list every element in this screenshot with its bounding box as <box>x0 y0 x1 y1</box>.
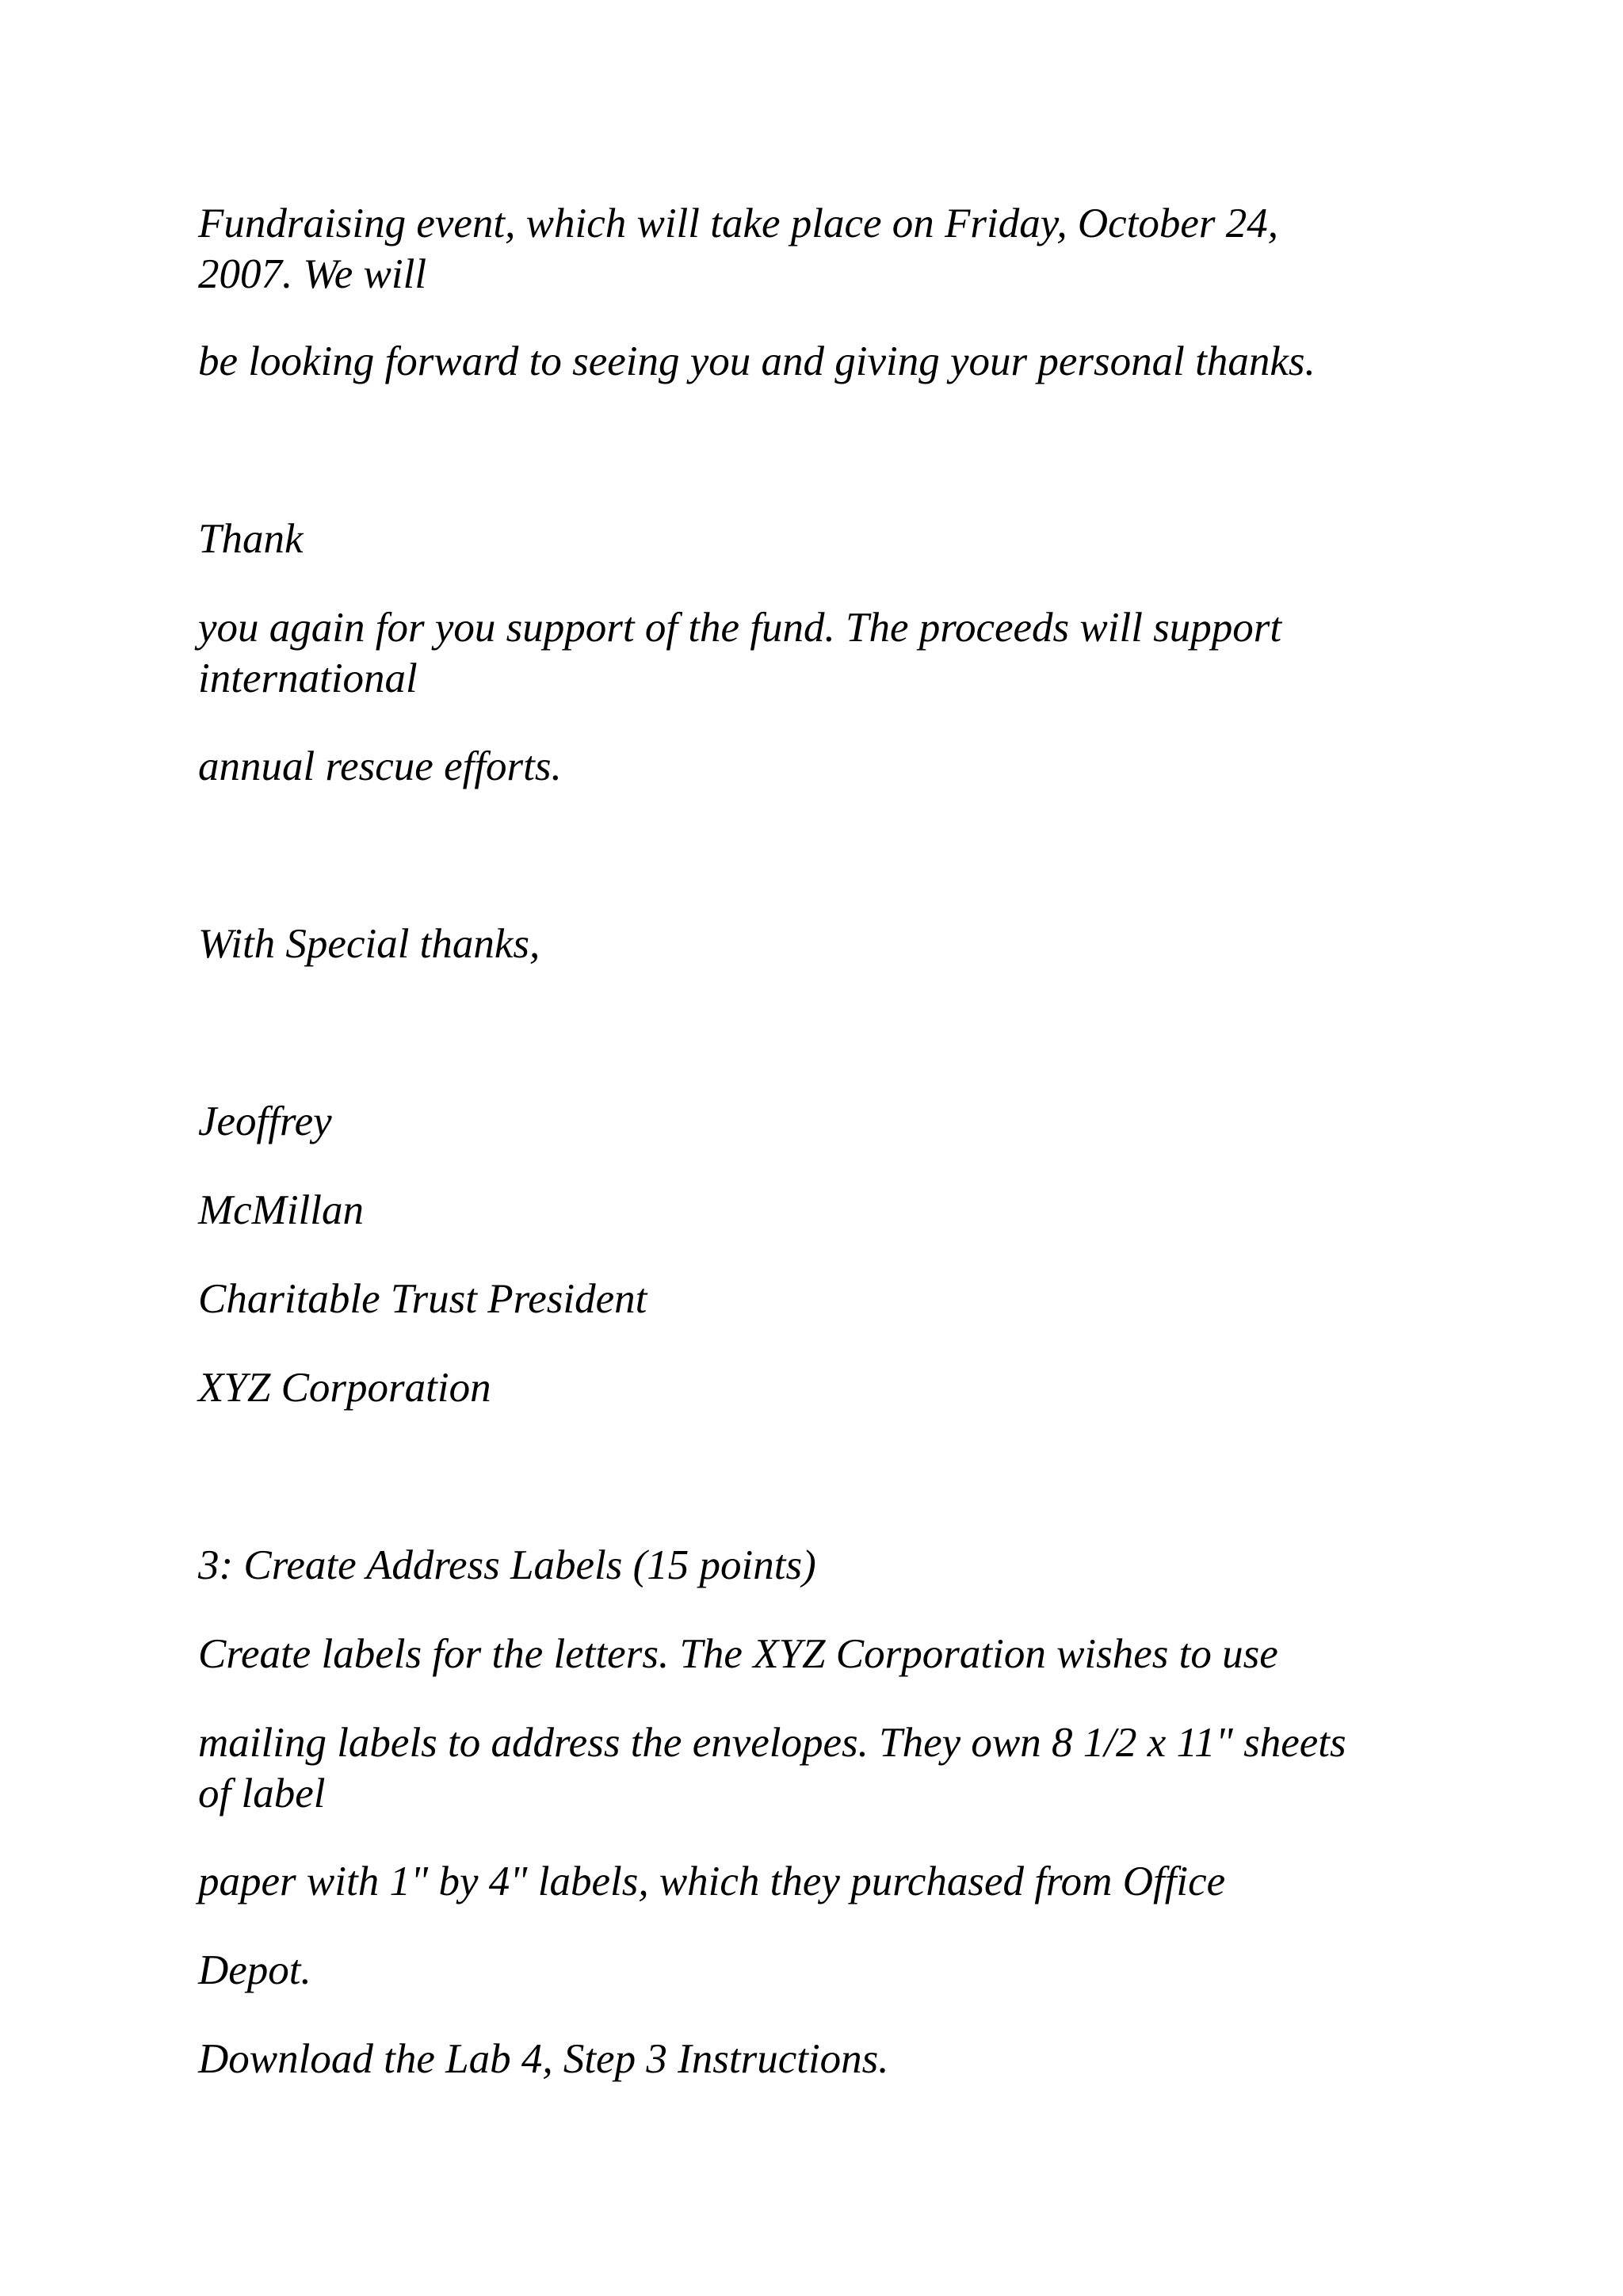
paragraph-create-labels: Create labels for the letters. The XYZ Corporation wishes to use <box>198 1631 1278 1677</box>
paragraph-rescue-efforts: annual rescue efforts. <box>198 743 562 789</box>
paragraph-looking-forward: be looking forward to seeing you and giving your personal thanks. <box>198 338 1316 384</box>
paragraph-fundraising-event: Fundraising event, which will take place on Friday, October 24, 2007. We will <box>198 201 1279 297</box>
signature-first-name: Jeoffrey <box>198 1098 332 1144</box>
signature-last-name: McMillan <box>198 1187 364 1233</box>
paragraph-thank: Thank <box>198 516 304 562</box>
closing-salutation: With Special thanks, <box>198 921 540 967</box>
section-heading: 3: Create Address Labels (15 points) <box>198 1542 816 1588</box>
paragraph-label-paper: paper with 1" by 4" labels, which they purchased from Office <box>198 1859 1226 1904</box>
paragraph-download-instructions: Download the Lab 4, Step 3 Instructions. <box>198 2036 889 2082</box>
paragraph-support-fund: you again for you support of the fund. The proceeds will support international <box>198 605 1282 701</box>
paragraph-depot: Depot. <box>198 1947 311 1993</box>
paragraph-mailing-labels: mailing labels to address the envelopes. They own 8 1/2 x 11" sheets of label <box>198 1720 1346 1817</box>
signature-title: Charitable Trust President <box>198 1276 647 1322</box>
signature-company: XYZ Corporation <box>198 1365 491 1411</box>
